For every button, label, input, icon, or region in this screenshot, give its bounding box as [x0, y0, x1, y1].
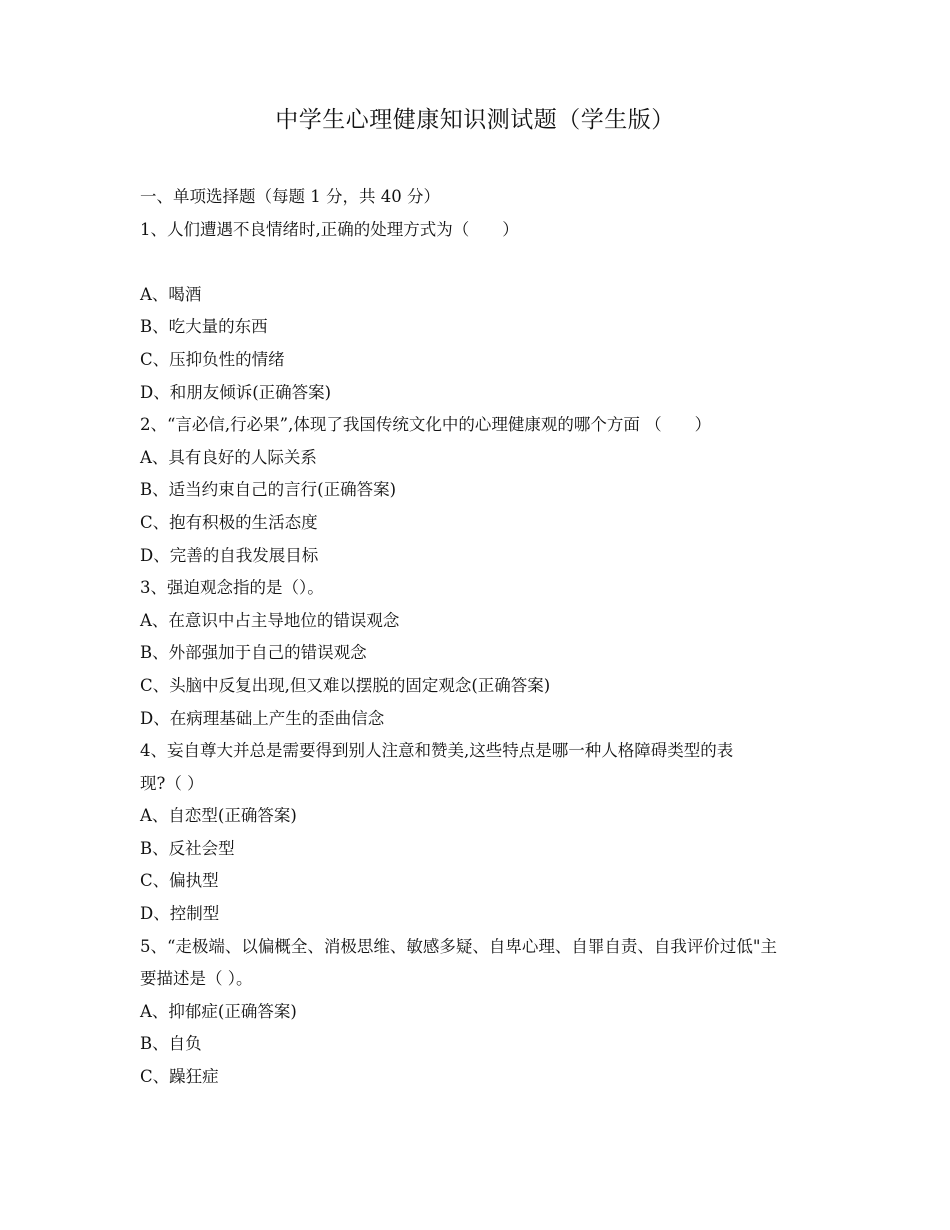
question-stem-line-1: 5、“走极端、以偏概全、消极思维、敏感多疑、自卑心理、自罪自责、自我评价过低"主 [140, 936, 778, 956]
question-stem: 3、强迫观念指的是（）。 [140, 578, 324, 598]
question-4 [140, 735, 820, 931]
question-1 [140, 214, 820, 410]
option-a: A、具有良好的人际关系 [140, 447, 317, 467]
option-c: C、压抑负性的情绪 [140, 349, 285, 369]
option-a: A、抑郁症(正确答案) [140, 1001, 297, 1021]
option-b: B、适当约束自己的言行(正确答案) [140, 480, 396, 500]
document-title: 中学生心理健康知识测试题（学生版） [275, 107, 675, 133]
section-heading: 一、单项选择题（每题 1 分，共 40 分） [140, 187, 440, 206]
option-c: C、头脑中反复出现,但又难以摆脱的固定观念(正确答案) [140, 675, 551, 695]
option-c: C、抱有积极的生活态度 [140, 512, 318, 532]
question-2 [140, 409, 820, 572]
option-a: A、自恋型(正确答案) [140, 806, 297, 826]
blank-spacer [140, 246, 820, 279]
document-body [140, 181, 820, 1094]
option-d: D、控制型 [140, 904, 220, 924]
option-a: A、在意识中占主导地位的错误观念 [140, 610, 400, 630]
question-stem-line-1: 4、妄自尊大并总是需要得到别人注意和赞美,这些特点是哪一种人格障碍类型的表 [140, 741, 734, 761]
option-b: B、外部强加于自己的错误观念 [140, 643, 367, 663]
option-c: C、偏执型 [140, 871, 219, 891]
option-b: B、反社会型 [140, 838, 235, 858]
option-b: B、吃大量的东西 [140, 317, 268, 337]
option-c: C、躁狂症 [140, 1067, 219, 1087]
option-a: A、喝酒 [140, 284, 202, 304]
option-b: B、自负 [140, 1034, 202, 1054]
option-d: D、在病理基础上产生的歪曲信念 [140, 708, 385, 728]
question-stem: 2、“言必信,行必果”,体现了我国传统文化中的心理健康观的哪个方面 （ ） [140, 415, 712, 435]
question-stem: 1、人们遭遇不良情绪时,正确的处理方式为（ ） [140, 219, 519, 239]
option-d: D、和朋友倾诉(正确答案) [140, 382, 332, 402]
question-stem-line-2: 现?（ ） [140, 773, 204, 793]
option-d: D、完善的自我发展目标 [140, 545, 319, 565]
question-stem-line-2: 要描述是（ ）。 [140, 969, 253, 989]
question-3 [140, 572, 820, 735]
question-5 [140, 931, 820, 1094]
